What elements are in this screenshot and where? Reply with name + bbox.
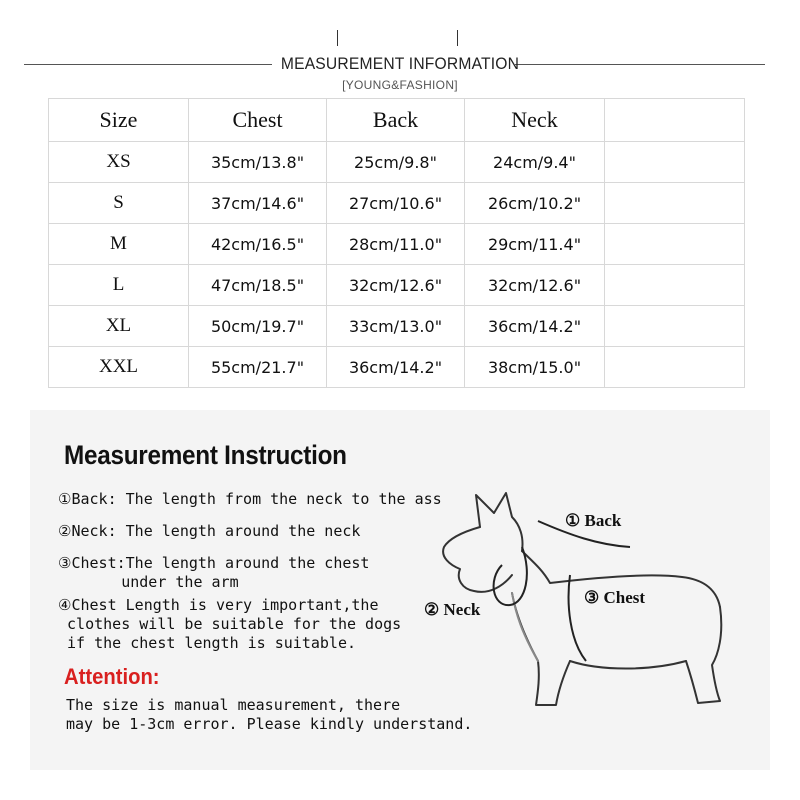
dog-front-leg <box>512 593 570 705</box>
size-cell: XXL <box>49 347 189 388</box>
chest-cell: 55cm/21.7" <box>189 347 327 388</box>
table-header-row <box>49 99 745 142</box>
instruction-line-neck: ②Neck: The length around the neck <box>58 522 361 540</box>
column-header-neck: Neck <box>465 99 605 142</box>
neck-cell: 36cm/14.2" <box>465 306 605 347</box>
header-tick-left <box>337 30 338 46</box>
size-cell: XL <box>49 306 189 347</box>
column-header-chest: Chest <box>189 99 327 142</box>
chest-cell: 50cm/19.7" <box>189 306 327 347</box>
size-cell: L <box>49 265 189 306</box>
neck-cell: 26cm/10.2" <box>465 183 605 224</box>
table-row <box>49 224 745 265</box>
empty-cell <box>605 347 745 388</box>
back-cell: 33cm/13.0" <box>327 306 465 347</box>
chest-cell: 35cm/13.8" <box>189 142 327 183</box>
neck-cell: 32cm/12.6" <box>465 265 605 306</box>
column-header-size: Size <box>49 99 189 142</box>
chest-cell: 42cm/16.5" <box>189 224 327 265</box>
dog-snout <box>443 527 512 592</box>
table-row <box>49 142 745 183</box>
empty-cell <box>605 142 745 183</box>
empty-cell <box>605 224 745 265</box>
chest-cell: 37cm/14.6" <box>189 183 327 224</box>
chest-cell: 47cm/18.5" <box>189 265 327 306</box>
diagram-label-chest: ③ Chest <box>584 588 646 607</box>
dog-belly <box>570 661 686 669</box>
instruction-line-chest-cont: under the arm <box>58 573 239 591</box>
empty-cell <box>605 306 745 347</box>
dog-rear-leg <box>686 607 721 703</box>
table-row <box>49 306 745 347</box>
instruction-line-chest-length-3: if the chest length is suitable. <box>58 634 357 652</box>
size-cell: S <box>49 183 189 224</box>
neck-cell: 38cm/15.0" <box>465 347 605 388</box>
neck-cell: 24cm/9.4" <box>465 142 605 183</box>
attention-label: Attention: <box>64 664 160 689</box>
instruction-line-chest-length-2: clothes will be suitable for the dogs <box>58 615 402 633</box>
header-tick-right <box>457 30 458 46</box>
back-cell: 28cm/11.0" <box>327 224 465 265</box>
note-line-1: The size is manual measurement, there <box>66 696 401 714</box>
back-cell: 27cm/10.6" <box>327 183 465 224</box>
diagram-label-back: ① Back <box>565 511 622 530</box>
size-cell: XS <box>49 142 189 183</box>
size-table <box>48 98 745 388</box>
instruction-title: Measurement Instruction <box>64 440 347 470</box>
table-row <box>49 347 745 388</box>
diagram-label-neck: ② Neck <box>424 600 481 619</box>
instruction-line-chest: ③Chest:The length around the chest <box>58 554 370 572</box>
back-cell: 36cm/14.2" <box>327 347 465 388</box>
column-header-empty <box>605 99 745 142</box>
empty-cell <box>605 183 745 224</box>
size-cell: M <box>49 224 189 265</box>
instruction-line-back: ①Back: The length from the neck to the ass <box>58 490 442 508</box>
table-row <box>49 183 745 224</box>
empty-cell <box>605 265 745 306</box>
dog-ears <box>476 493 523 551</box>
column-header-back: Back <box>327 99 465 142</box>
page-title: MEASUREMENT INFORMATION <box>280 54 520 73</box>
instruction-line-chest-length: ④Chest Length is very important,the <box>58 596 379 614</box>
note-line-2: may be 1-3cm error. Please kindly understand. <box>66 715 473 733</box>
page-subtitle: [YOUNG&FASHION] <box>342 78 458 92</box>
table-row <box>49 265 745 306</box>
back-cell: 25cm/9.8" <box>327 142 465 183</box>
back-cell: 32cm/12.6" <box>327 265 465 306</box>
neck-cell: 29cm/11.4" <box>465 224 605 265</box>
